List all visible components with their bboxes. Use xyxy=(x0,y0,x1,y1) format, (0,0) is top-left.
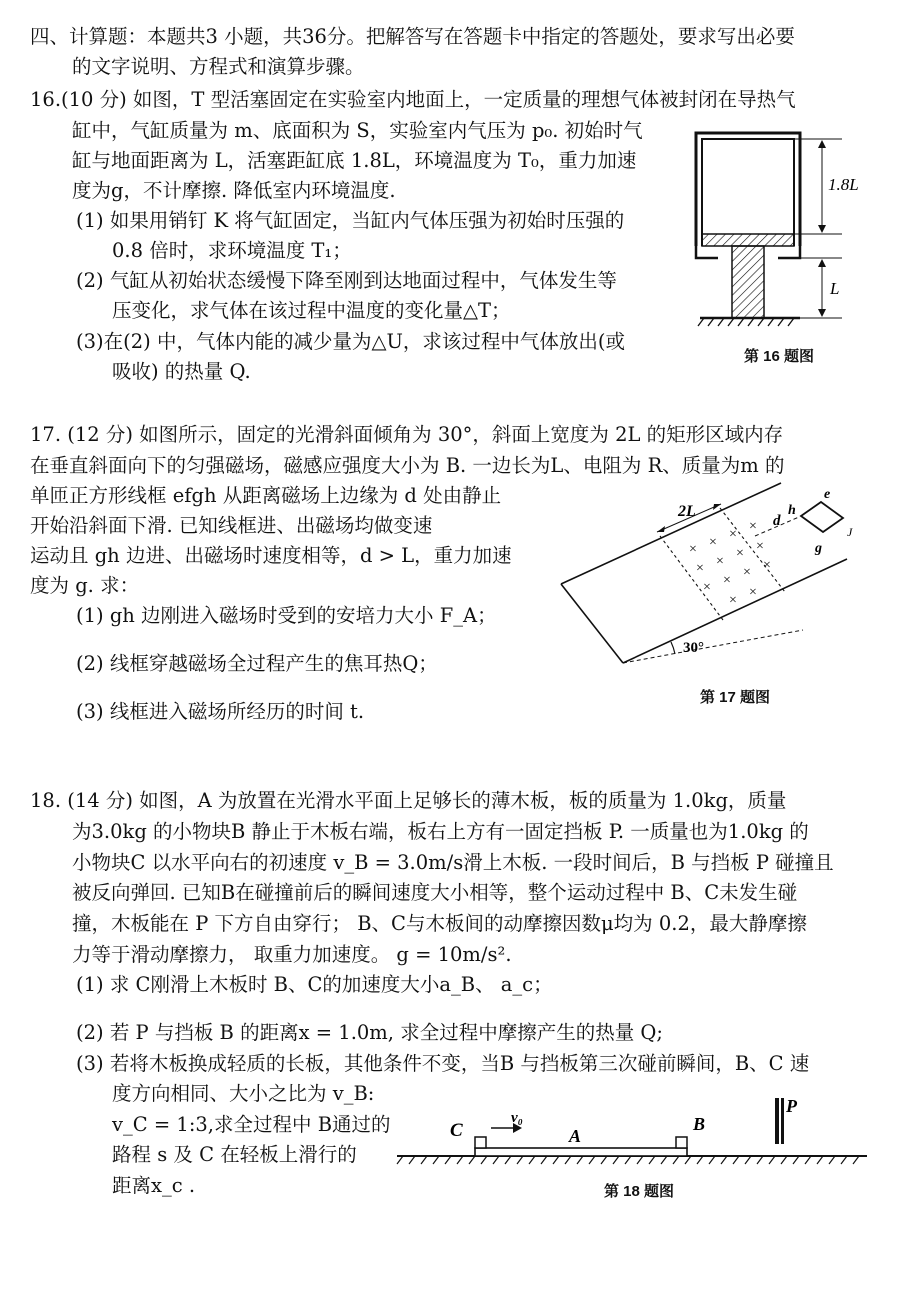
q18-sub-2: (2) 若 P 与挡板 B 的距离x = 1.0m, 求全过程中摩擦产生的热量 Q; xyxy=(76,1021,663,1044)
q18-sub-3-cont-2: v_C = 1:3,求全过程中 B通过的 xyxy=(112,1113,391,1136)
q17-line-4: 开始沿斜面下滑. 已知线框进、出磁场均做变速 xyxy=(30,514,433,537)
q16-sub-3: (3)在(2) 中，气体内能的减少量为△U，求该过程中气体放出(或 xyxy=(76,330,625,353)
q18-label-a: A xyxy=(569,1126,582,1146)
q16-sub-2-cont: 压变化，求气体在该过程中温度的变化量△T； xyxy=(112,299,511,322)
q17-line-3: 单匝正方形线框 efgh 从距离磁场上边缘为 d 处由静止 xyxy=(30,484,502,507)
q16-sub-3-cont: 吸收) 的热量 Q. xyxy=(112,360,251,383)
svg-text:×: × xyxy=(716,554,724,569)
q17-caption: 第 17 题图 xyxy=(700,689,771,706)
q16-line-3: 缸与地面距离为 L，活塞距缸底 1.8L，环境温度为 T₀，重力加速 xyxy=(72,149,637,172)
q18-line-2: 为3.0kg 的小物块B 静止于木板右端，板右上方有一固定挡板 P. 一质量也为1.0kg 的 xyxy=(72,820,809,843)
q17-label-j: J xyxy=(847,525,853,539)
q18-caption: 第 18 题图 xyxy=(604,1183,675,1200)
svg-text:×: × xyxy=(729,593,737,608)
q16-sub-2: (2) 气缸从初始状态缓慢下降至刚到达地面过程中，气体发生等 xyxy=(76,269,617,292)
q17-sub-1: (1) gh 边刚进入磁场时受到的安培力大小 F_A； xyxy=(76,604,497,627)
q17-sub-3: (3) 线框进入磁场所经历的时间 t. xyxy=(76,700,365,723)
q17-label-h: h xyxy=(788,503,796,518)
q16-label-l: L xyxy=(830,279,840,298)
svg-text:×: × xyxy=(723,573,731,588)
q16-line-1: 16.(10 分) 如图，T 型活塞固定在实验室内地面上，一定质量的理想气体被封闭在导热气 xyxy=(30,88,796,111)
q16-sub-1-cont: 0.8 倍时，求环境温度 T₁； xyxy=(112,239,352,262)
q17-angle-label: 30° xyxy=(683,640,704,656)
q18-line-3: 小物块C 以水平向右的初速度 v_B = 3.0m/s滑上木板. 一段时间后，B 与挡板 P 碰撞且 xyxy=(72,851,834,874)
q18-label-b: B xyxy=(693,1114,706,1134)
q16-line-2: 缸中，气缸质量为 m、底面积为 S，实验室内气压为 p₀. 初始时气 xyxy=(72,119,643,142)
q17-sub-2: (2) 线框穿越磁场全过程产生的焦耳热Q； xyxy=(76,652,438,675)
svg-text:×: × xyxy=(703,580,711,595)
q17-label-e: e xyxy=(824,487,831,502)
q17-label-2l: 2L xyxy=(678,503,696,520)
q17-line-5: 运动且 gh 边进、出磁场时速度相等，d > L，重力加速 xyxy=(30,544,512,567)
svg-text:×: × xyxy=(756,539,764,554)
q18-sub-1: (1) 求 C刚滑上木板时 B、C的加速度大小a_B、 a_c； xyxy=(76,973,553,996)
q16-figure xyxy=(680,118,880,343)
svg-text:×: × xyxy=(709,535,717,550)
q16-line-4: 度为g，不计摩擦. 降低室内环境温度. xyxy=(72,179,396,202)
q18-line-5: 撞，木板能在 P 下方自由穿行； B、C与木板间的动摩擦因数μ均为 0.2，最大静摩擦 xyxy=(72,912,807,935)
svg-text:×: × xyxy=(749,519,757,534)
q18-label-p: P xyxy=(786,1096,797,1116)
svg-text:×: × xyxy=(689,542,697,557)
q18-sub-3-cont-4: 距离x_c . xyxy=(112,1174,196,1197)
q16-caption: 第 16 题图 xyxy=(744,348,815,365)
q18-sub-3-cont-1: 度方向相同、大小之比为 v_B: xyxy=(112,1082,375,1105)
section-header-line-2: 的文字说明、方程式和演算步骤。 xyxy=(72,55,365,78)
q16-sub-1: (1) 如果用销钉 K 将气缸固定，当缸内气体压强为初始时压强的 xyxy=(76,209,625,232)
q17-line-2: 在垂直斜面向下的匀强磁场，磁感应强度大小为 B. 一边长为L、电阻为 R、质量为m 的 xyxy=(30,454,785,477)
svg-text:×: × xyxy=(696,561,704,576)
q17-line-6: 度为 g. 求： xyxy=(30,574,140,597)
q17-line-1: 17. (12 分) 如图所示，固定的光滑斜面倾角为 30°，斜面上宽度为 2L 的矩形区域内存 xyxy=(30,423,784,446)
q17-label-g: g xyxy=(815,541,822,556)
svg-text:×: × xyxy=(743,565,751,580)
q18-sub-3-cont-3: 路程 s 及 C 在轻板上滑行的 xyxy=(112,1143,357,1166)
q18-figure xyxy=(395,1090,870,1170)
q17-figure xyxy=(555,480,875,675)
q18-label-c: C xyxy=(450,1120,463,1141)
q18-sub-3: (3) 若将木板换成轻质的长板，其他条件不变，当B 与挡板第三次碰前瞬间，B、C 速 xyxy=(76,1052,810,1075)
q18-line-1: 18. (14 分) 如图，A 为放置在光滑水平面上足够长的薄木板，板的质量为 1.0kg，质量 xyxy=(30,789,787,812)
q18-line-6: 力等于滑动摩擦力， 取重力加速度。 g = 10m/s². xyxy=(72,943,512,966)
q18-line-4: 被反向弹回. 已知B在碰撞前后的瞬间速度大小相等，整个运动过程中 B、C未发生碰 xyxy=(72,881,798,904)
svg-text:×: × xyxy=(749,585,757,600)
q16-label-1-8l: 1.8L xyxy=(828,175,859,194)
section-header-line-1: 四、计算题：本题共3 小题，共36分。把解答写在答题卡中指定的答题处，要求写出必要 xyxy=(30,25,795,48)
svg-text:×: × xyxy=(736,546,744,561)
q17-label-d: d xyxy=(773,513,781,529)
svg-text:×: × xyxy=(729,527,737,542)
svg-text:×: × xyxy=(763,558,771,573)
q18-label-v0: v₀ xyxy=(511,1110,523,1126)
